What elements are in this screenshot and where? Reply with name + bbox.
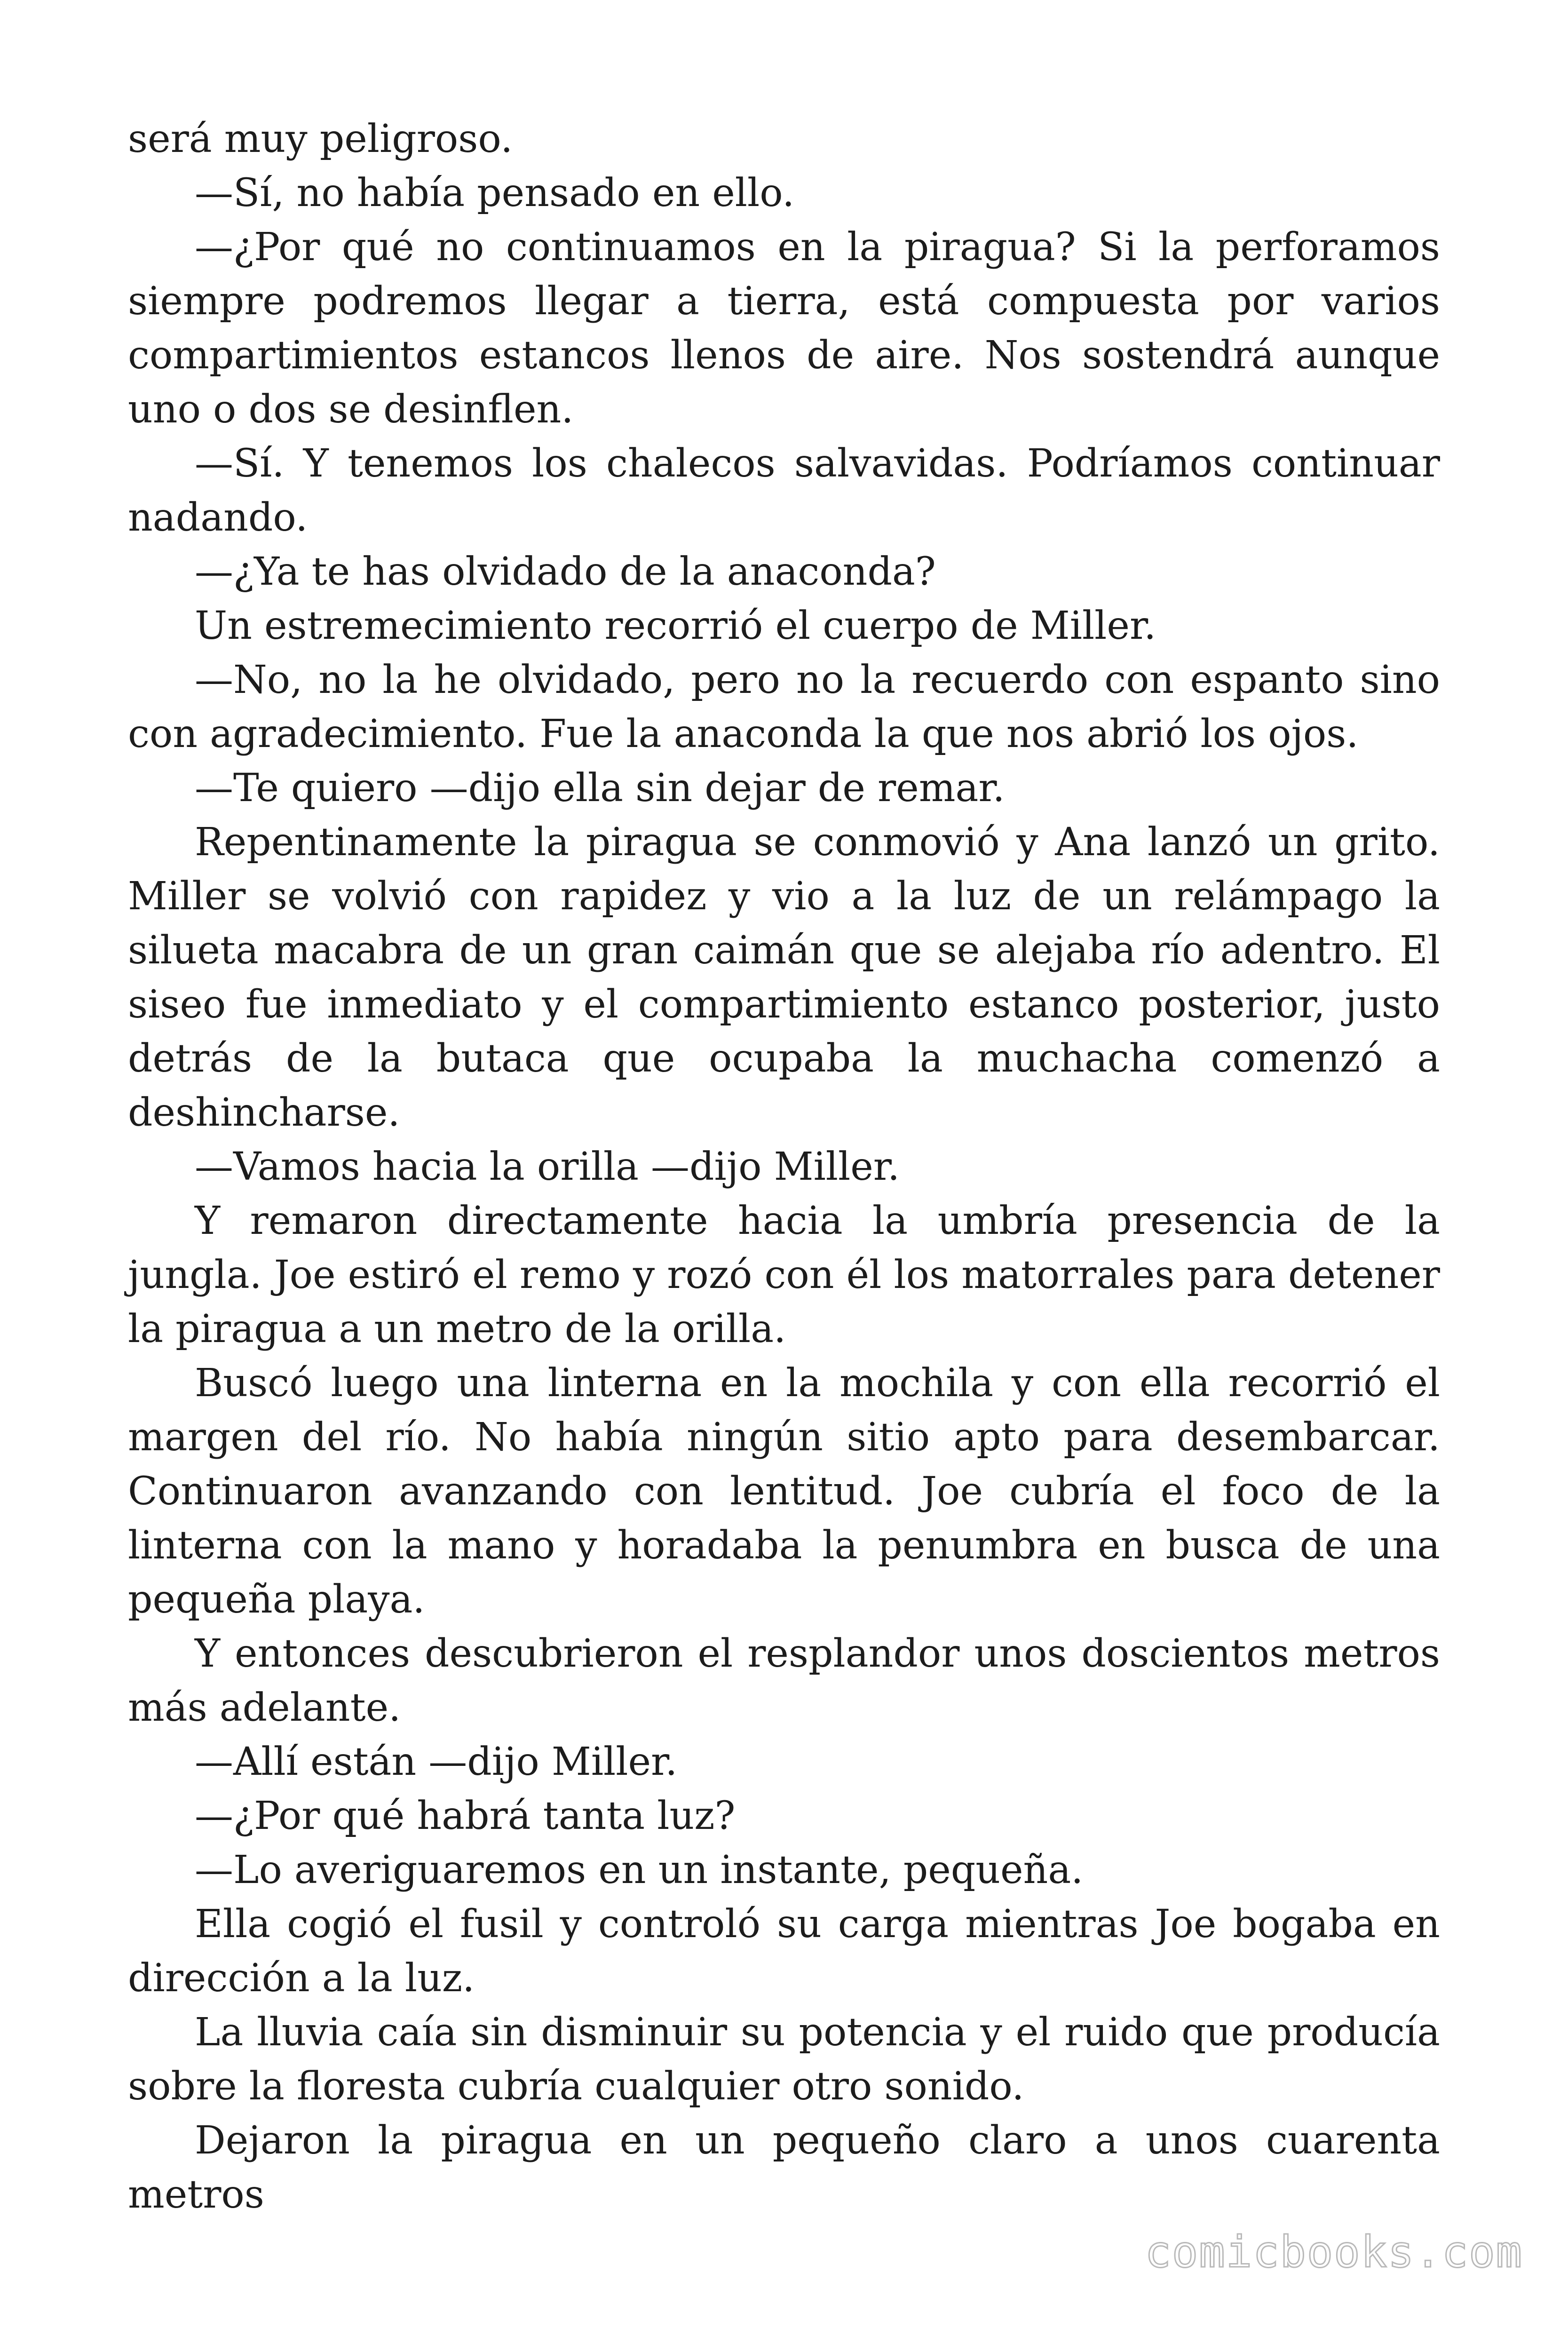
- paragraph-continuation: será muy peligroso.: [128, 117, 513, 161]
- paragraph: Un estremecimiento recorrió el cuerpo de Miller.: [195, 604, 1156, 648]
- paragraph: —Sí. Y tenemos los chalecos salvavidas. Podríamos continuar nadando.: [128, 441, 1440, 540]
- paragraph: —Sí, no había pensado en ello.: [195, 171, 795, 215]
- paragraph: Ella cogió el fusil y controló su carga mientras Joe bogaba en dirección a la luz.: [128, 1902, 1440, 2001]
- paragraph: Buscó luego una linterna en la mochila y con ella recorrió el margen del río. No había ningún sitio apto para desembarcar. Continuaron avanzando con lentitud. Joe cubría el foco de la linterna con la mano y horadaba la penumbra en busca de una pequeña playa.: [128, 1361, 1440, 1622]
- paragraph: —Te quiero —dijo ella sin dejar de remar.: [195, 766, 1005, 810]
- watermark: comicbooks.com: [1145, 2227, 1523, 2277]
- paragraph: —Allí están —dijo Miller.: [195, 1740, 678, 1784]
- paragraph: —No, no la he olvidado, pero no la recuerdo con espanto sino con agradecimiento. Fue la anaconda la que nos abrió los ojos.: [128, 658, 1440, 756]
- paragraph: —Vamos hacia la orilla —dijo Miller.: [195, 1144, 900, 1189]
- paragraph: —¿Por qué no continuamos en la piragua? Si la perforamos siempre podremos llegar a tierra, está compuesta por varios compartimientos estancos llenos de aire. Nos sostendrá aunque uno o dos se desinflen.: [128, 225, 1440, 432]
- paragraph: Y entonces descubrieron el resplandor unos doscientos metros más adelante.: [128, 1631, 1440, 1730]
- paragraph: Y remaron directamente hacia la umbría presencia de la jungla. Joe estiró el remo y rozó con él los matorrales para detener la piragua a un metro de la orilla.: [128, 1199, 1440, 1351]
- paragraph: La lluvia caía sin disminuir su potencia y el ruido que producía sobre la floresta cubría cualquier otro sonido.: [128, 2010, 1440, 2109]
- paragraph: —¿Ya te has olvidado de la anaconda?: [195, 549, 936, 594]
- paragraph: —¿Por qué habrá tanta luz?: [195, 1794, 736, 1838]
- paragraph: Repentinamente la piragua se conmovió y Ana lanzó un grito. Miller se volvió con rapidez y vio a la luz de un relámpago la silueta macabra de un gran caimán que se alejaba río adentro. El siseo fue inmediato y el compartimiento estanco posterior, justo detrás de la butaca que ocupaba la muchacha comenzó a deshincharse.: [128, 820, 1440, 1135]
- page-body: [128, 112, 1440, 2222]
- paragraph: Dejaron la piragua en un pequeño claro a unos cuarenta metros: [128, 2118, 1440, 2217]
- paragraph: —Lo averiguaremos en un instante, pequeña.: [195, 1848, 1084, 1892]
